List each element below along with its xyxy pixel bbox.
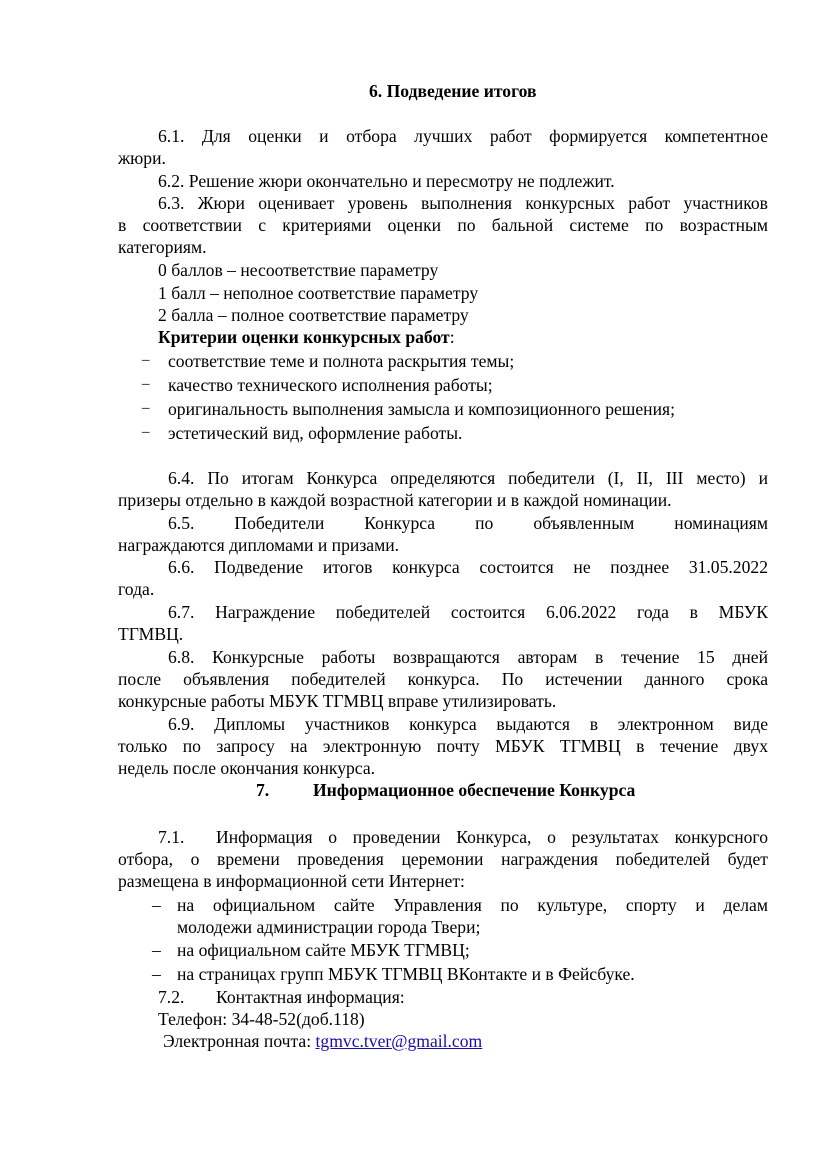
info-bullet-3: – xyxy=(152,964,161,984)
info-bullet-1: – xyxy=(152,895,161,915)
score-1: 1 балл – неполное соответствие параметру xyxy=(158,283,479,303)
section-7-number: 7. xyxy=(256,780,270,800)
para-6-3-line-3: категориям. xyxy=(118,237,207,257)
para-7-1-line-1: Информация о проведении Конкурса, о результатах конкурсного xyxy=(216,827,768,847)
para-6-7-line-2: ТГМВЦ. xyxy=(118,624,184,644)
para-7-1-line-2: отбора, о времени проведения церемонии награждения победителей будет xyxy=(118,849,768,869)
para-6-3-line-2: в соответствии с критериями оценки по бальной системе по возрастным xyxy=(118,215,768,235)
para-6-5-line-2: награждаются дипломами и призами. xyxy=(118,535,400,555)
criteria-colon: : xyxy=(449,327,455,347)
contact-email-line xyxy=(163,1030,482,1052)
info-item-1-line-1: на официальном сайте Управления по культуре, спорту и делам xyxy=(177,895,768,915)
para-6-6-line-1: 6.6. Подведение итогов конкурса состоится не позднее 31.05.2022 xyxy=(168,557,768,577)
criteria-title: Критерии оценки конкурсных работ xyxy=(158,327,450,347)
para-6-5-line-1: 6.5. Победители Конкурса по объявленным номинациям xyxy=(168,513,768,533)
criteria-bullet-1: ‒ xyxy=(142,352,150,368)
para-6-8-line-3: конкурсные работы МБУК ТГМВЦ вправе утилизировать. xyxy=(118,691,557,711)
criteria-item-3: оригинальность выполнения замысла и композиционного решения; xyxy=(168,399,675,419)
para-6-4-line-1: 6.4. По итогам Конкурса определяются победители (I, II, III место) и xyxy=(168,468,768,488)
para-6-7-line-1: 6.7. Награждение победителей состоится 6.06.2022 года в МБУК xyxy=(168,602,768,622)
para-6-9-line-3: недель после окончания конкурса. xyxy=(118,758,376,778)
criteria-item-4: эстетический вид, оформление работы. xyxy=(168,423,463,443)
score-2: 2 балла – полное соответствие параметру xyxy=(158,305,469,325)
para-6-9-line-2: только по запросу на электронную почту МБУК ТГМВЦ в течение двух xyxy=(118,736,768,756)
criteria-bullet-3: ‒ xyxy=(142,400,150,416)
score-0: 0 баллов – несоответствие параметру xyxy=(158,260,439,280)
para-6-8-line-2: после объявления победителей конкурса. По истечении данного срока xyxy=(118,669,768,689)
info-item-2: на официальном сайте МБУК ТГМВЦ; xyxy=(177,940,470,960)
section-6-heading: 6. Подведение итогов xyxy=(369,81,537,101)
para-7-1-number: 7.1. xyxy=(158,827,185,847)
criteria-heading xyxy=(158,326,455,348)
para-6-1-line-2: жюри. xyxy=(118,148,166,168)
para-6-8-line-1: 6.8. Конкурсные работы возвращаются авторам в течение 15 дней xyxy=(168,647,768,667)
info-item-3: на страницах групп МБУК ТГМВЦ ВКонтакте и в Фейсбуке. xyxy=(177,964,635,984)
criteria-bullet-2: ‒ xyxy=(142,376,150,392)
criteria-item-2: качество технического исполнения работы; xyxy=(168,375,493,395)
para-7-2-number: 7.2. xyxy=(158,987,185,1007)
info-item-1-line-2: молодежи администрации города Твери; xyxy=(177,917,481,937)
para-6-9-line-1: 6.9. Дипломы участников конкурса выдаются в электронном виде xyxy=(168,714,768,734)
para-7-2-text: Контактная информация: xyxy=(216,987,405,1007)
criteria-bullet-4: ‒ xyxy=(142,424,150,440)
para-6-6-line-2: года. xyxy=(118,579,155,599)
info-bullet-2: – xyxy=(152,940,161,960)
section-7-heading: Информационное обеспечение Конкурса xyxy=(313,780,636,800)
email-link[interactable]: tgmvc.tver@gmail.com xyxy=(315,1031,483,1051)
para-6-4-line-2: призеры отдельно в каждой возрастной категории и в каждой номинации. xyxy=(118,490,672,510)
contact-phone: Телефон: 34-48-52(доб.118) xyxy=(158,1009,365,1029)
email-label: Электронная почта: xyxy=(163,1031,316,1051)
criteria-item-1: соответствие теме и полнота раскрытия темы; xyxy=(168,351,515,371)
para-7-1-line-3: размещена в информационной сети Интернет: xyxy=(118,871,465,891)
para-6-3-line-1: 6.3. Жюри оценивает уровень выполнения конкурсных работ участников xyxy=(158,193,768,213)
para-6-1-line-1: 6.1. Для оценки и отбора лучших работ формируется компетентное xyxy=(158,126,768,146)
para-6-2: 6.2. Решение жюри окончательно и пересмотру не подлежит. xyxy=(158,171,615,191)
